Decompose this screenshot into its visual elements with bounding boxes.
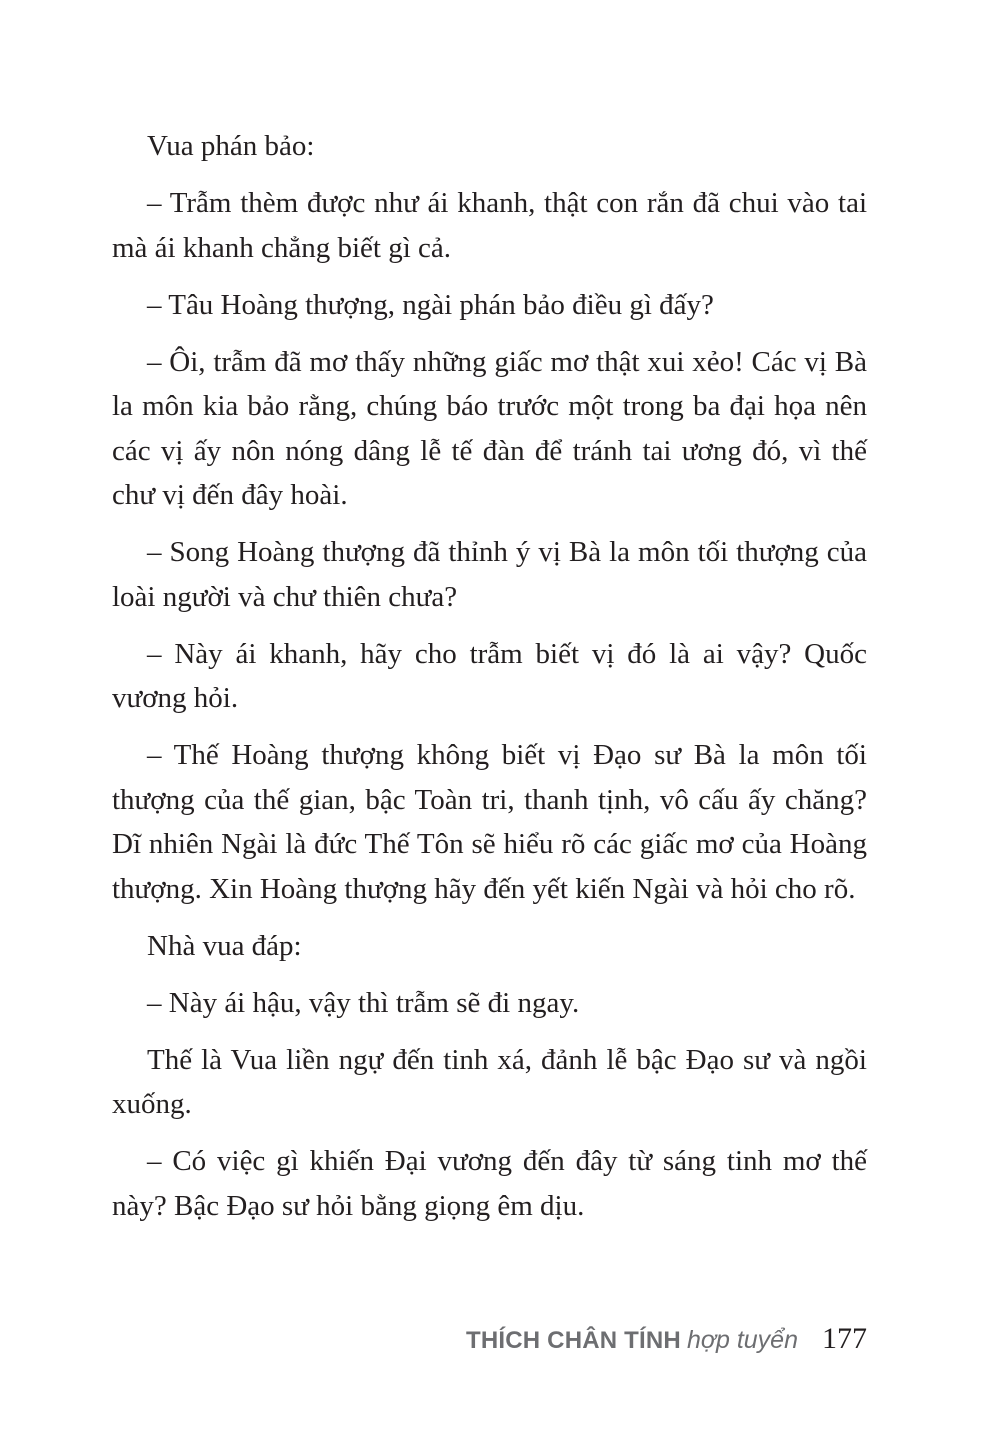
page-footer xyxy=(466,1322,867,1356)
paragraph-7: – Thế Hoàng thượng không biết vị Đạo sư Bà la môn tối thượng của thế gian, bậc Toàn tri, thanh tịnh, vô cấu ấy chăng? Dĩ nhiên Ngài là đức Thế Tôn sẽ hiểu rõ các giấc mơ của Hoàng thượng. Xin Hoàng thượng hãy đến yết kiến Ngài và hỏi cho rõ. xyxy=(112,739,867,905)
page-number: 177 xyxy=(822,1322,867,1355)
footer-author: THÍCH CHÂN TÍNH xyxy=(465,1327,681,1354)
paragraph-10: Thế là Vua liền ngự đến tinh xá, đảnh lễ bậc Đạo sư và ngồi xuống. xyxy=(112,1043,867,1120)
paragraph-3: – Tâu Hoàng thượng, ngài phán bảo điều gì đấy? xyxy=(147,288,714,321)
paragraph-1: Vua phán bảo: xyxy=(147,130,315,162)
paragraph-11: – Có việc gì khiến Đại vương đến đây từ sáng tinh mơ thế này? Bậc Đạo sư hỏi bằng giọng êm dịu. xyxy=(112,1145,867,1222)
page-body xyxy=(112,124,867,1241)
paragraph-8: Nhà vua đáp: xyxy=(147,929,302,962)
paragraph-4: – Ôi, trẫm đã mơ thấy những giấc mơ thật xui xẻo! Các vị Bà la môn kia bảo rằng, chúng báo trước một trong ba đại họa nên các vị ấy nôn nóng dâng lễ tế đàn để tránh tai ương đó, vì thế chư vị đến đây hoài. xyxy=(112,345,867,511)
paragraph-6: – Này ái khanh, hãy cho trẫm biết vị đó là ai vậy? Quốc vương hỏi. xyxy=(112,637,867,714)
footer-subtitle: hợp tuyển xyxy=(686,1326,798,1354)
paragraph-5: – Song Hoàng thượng đã thỉnh ý vị Bà la môn tối thượng của loài người và chư thiên chưa? xyxy=(112,536,867,613)
paragraph-9: – Này ái hậu, vậy thì trẫm sẽ đi ngay. xyxy=(147,986,580,1019)
paragraph-2: – Trẫm thèm được như ái khanh, thật con rắn đã chui vào tai mà ái khanh chẳng biết gì cả. xyxy=(112,187,867,264)
